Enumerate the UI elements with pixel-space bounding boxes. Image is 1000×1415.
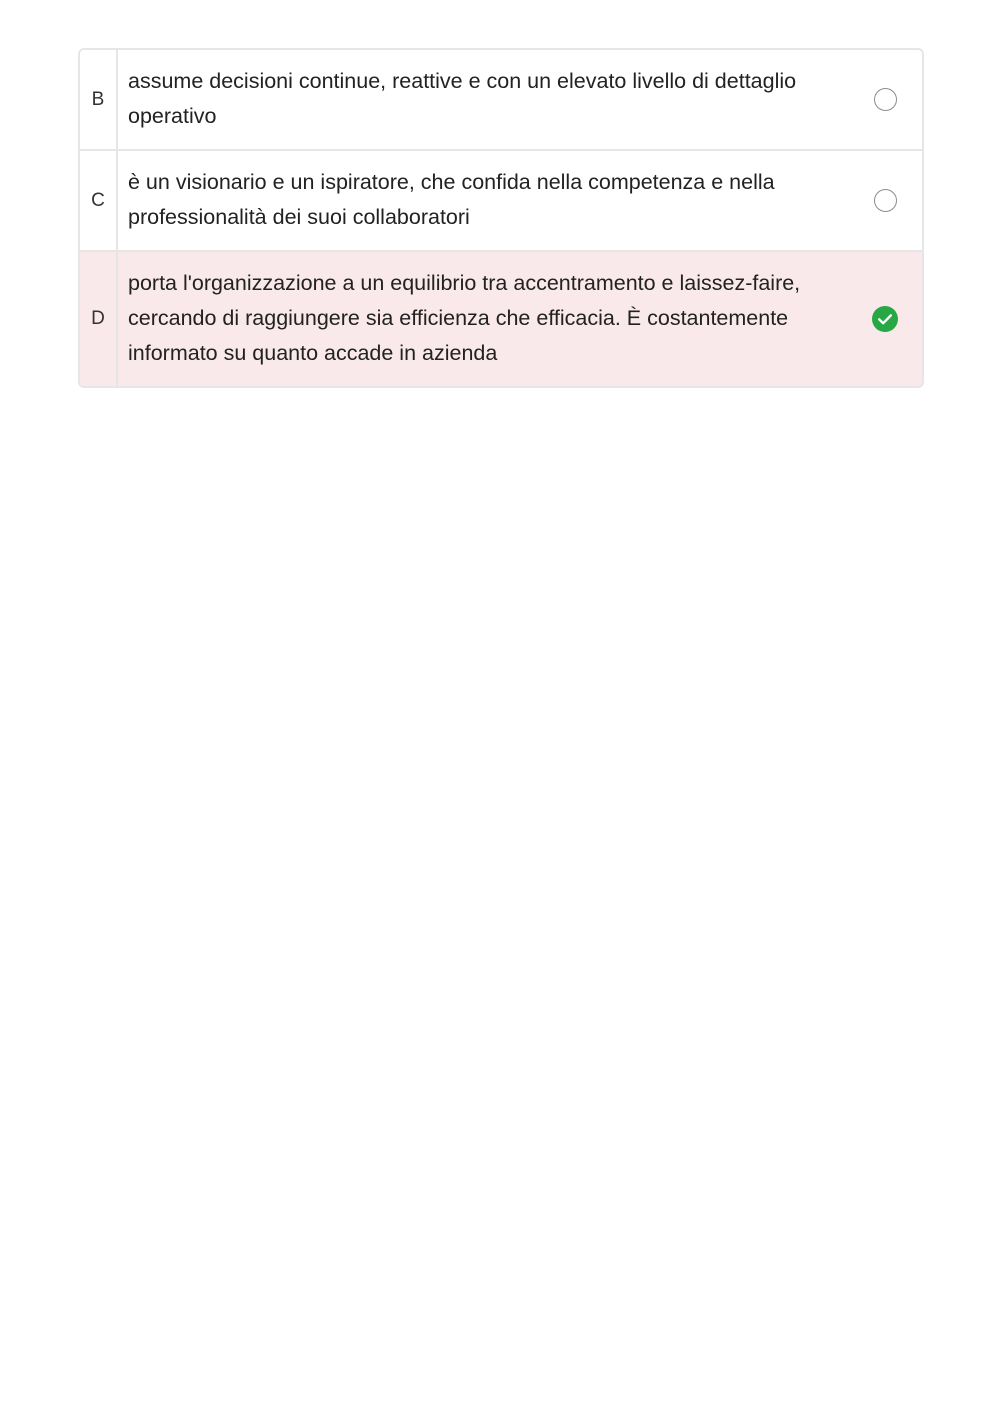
answer-radio[interactable]	[848, 151, 922, 250]
answer-text: porta l'organizzazione a un equilibrio tra accentramento e laissez-faire, cercando di raggiungere sia efficienza che efficacia. È costantemente informato su quanto accade in azienda	[128, 271, 801, 365]
radio-empty-icon	[874, 88, 897, 111]
answer-radio[interactable]	[848, 252, 922, 386]
answer-option-b[interactable]	[80, 50, 922, 149]
answer-letter: B	[80, 50, 118, 149]
answer-options-list	[78, 48, 924, 388]
answer-option-d[interactable]	[80, 250, 922, 386]
answer-letter: C	[80, 151, 118, 250]
answer-text: è un visionario e un ispiratore, che confida nella competenza e nella professionalità dei suoi collaboratori	[128, 170, 775, 229]
answer-text: assume decisioni continue, reattive e con un elevato livello di dettaglio operativo	[128, 69, 797, 128]
radio-empty-icon	[874, 189, 897, 212]
answer-option-c[interactable]	[80, 149, 922, 250]
answer-radio[interactable]	[848, 50, 922, 149]
answer-letter: D	[80, 252, 118, 386]
check-circle-icon	[872, 306, 898, 332]
